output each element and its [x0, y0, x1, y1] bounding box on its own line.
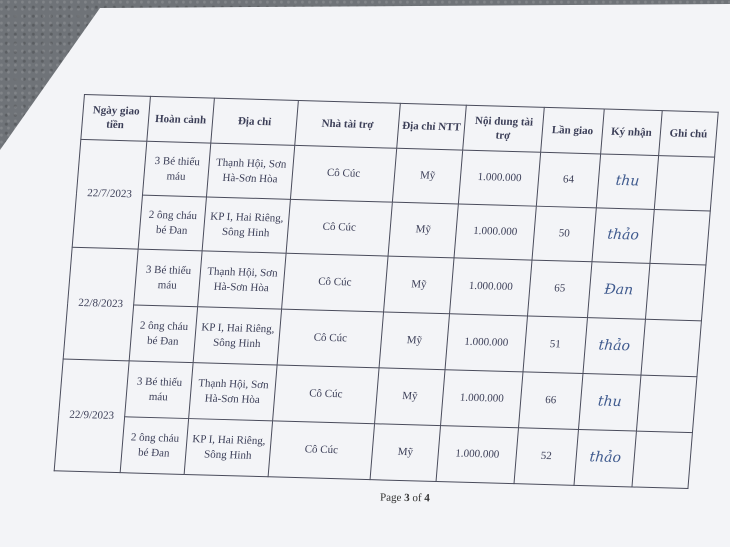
address-cell: Thạnh Hội, Sơn Hà-Sơn Hòa [206, 143, 294, 199]
situation-cell: 2 ông cháu bé Đan [120, 417, 188, 475]
amount-cell: 1.000.000 [441, 370, 523, 428]
page-total: 4 [424, 492, 430, 505]
delivery-count-cell: 64 [536, 152, 600, 208]
delivery-count-cell: 51 [523, 316, 587, 374]
situation-cell: 2 ông cháu bé Đan [138, 195, 206, 251]
sponsor-cell: Cô Cúc [273, 365, 379, 424]
note-cell [641, 319, 701, 376]
note-cell [632, 431, 692, 488]
sponsor-cell: Cô Cúc [268, 421, 374, 480]
note-cell [654, 156, 714, 211]
signature-cell: thảo [574, 429, 636, 487]
situation-cell: 3 Bé thiếu máu [125, 361, 193, 419]
delivery-count-cell: 52 [514, 428, 578, 486]
delivery-count-cell: 65 [527, 260, 591, 318]
header-cell: Lần giao [541, 107, 605, 154]
signature-cell: thảo [592, 208, 654, 264]
address-cell: KP I, Hai Riêng, Sông Hinh [202, 197, 290, 253]
address-cell: KP I, Hai Riêng, Sông Hinh [193, 307, 281, 365]
sponsor-cell: Cô Cúc [277, 309, 383, 368]
page-label: Page [379, 491, 402, 504]
donation-table [54, 94, 719, 489]
signature-cell: thu [596, 154, 658, 210]
sponsor-cell: Cô Cúc [282, 253, 388, 312]
address-cell: Thạnh Hội, Sơn Hà-Sơn Hòa [189, 363, 277, 421]
note-cell [645, 263, 705, 320]
situation-cell: 2 ông cháu bé Đan [129, 305, 197, 363]
header-cell: Ghi chú [659, 111, 719, 157]
header-cell: Ngày giao tiền [81, 95, 151, 142]
sponsor-address-cell: Mỹ [379, 312, 449, 370]
sponsor-address-cell: Mỹ [392, 148, 462, 204]
amount-cell: 1.000.000 [454, 204, 536, 260]
document-page [54, 94, 730, 491]
header-cell: Nhà tài trợ [295, 100, 401, 148]
sponsor-cell: Cô Cúc [286, 199, 392, 256]
delivery-count-cell: 50 [532, 206, 596, 262]
address-cell: KP I, Hai Riêng, Sông Hinh [184, 419, 272, 477]
page-current: 3 [404, 491, 410, 505]
note-cell [636, 375, 696, 432]
date-cell: 22/8/2023 [63, 247, 138, 361]
amount-cell: 1.000.000 [445, 314, 527, 372]
address-cell: Thạnh Hội, Sơn Hà-Sơn Hòa [198, 251, 286, 309]
sponsor-address-cell: Mỹ [384, 256, 454, 314]
delivery-count-cell: 66 [519, 372, 583, 430]
date-cell: 22/9/2023 [54, 359, 129, 473]
signature-cell: Đan [587, 262, 649, 320]
amount-cell: 1.000.000 [436, 426, 518, 484]
signature-cell: thảo [583, 318, 645, 376]
note-cell [650, 209, 710, 264]
situation-cell: 3 Bé thiếu máu [142, 141, 210, 197]
amount-cell: 1.000.000 [458, 150, 540, 206]
sponsor-cell: Cô Cúc [290, 145, 396, 202]
header-cell: Nội dung tài trợ [463, 105, 545, 152]
sponsor-address-cell: Mỹ [388, 202, 458, 258]
header-cell: Địa chỉ NTT [397, 103, 467, 150]
date-cell: 22/7/2023 [72, 139, 147, 249]
sponsor-address-cell: Mỹ [370, 424, 440, 482]
situation-cell: 3 Bé thiếu máu [134, 249, 202, 307]
signature-cell: thu [578, 374, 640, 432]
header-cell: Ký nhận [601, 109, 663, 156]
header-cell: Địa chỉ [211, 98, 299, 145]
page-of: of [412, 492, 422, 505]
page-footer [380, 492, 430, 505]
sponsor-address-cell: Mỹ [375, 368, 445, 426]
header-cell: Hoàn cảnh [147, 96, 215, 143]
amount-cell: 1.000.000 [450, 258, 532, 316]
